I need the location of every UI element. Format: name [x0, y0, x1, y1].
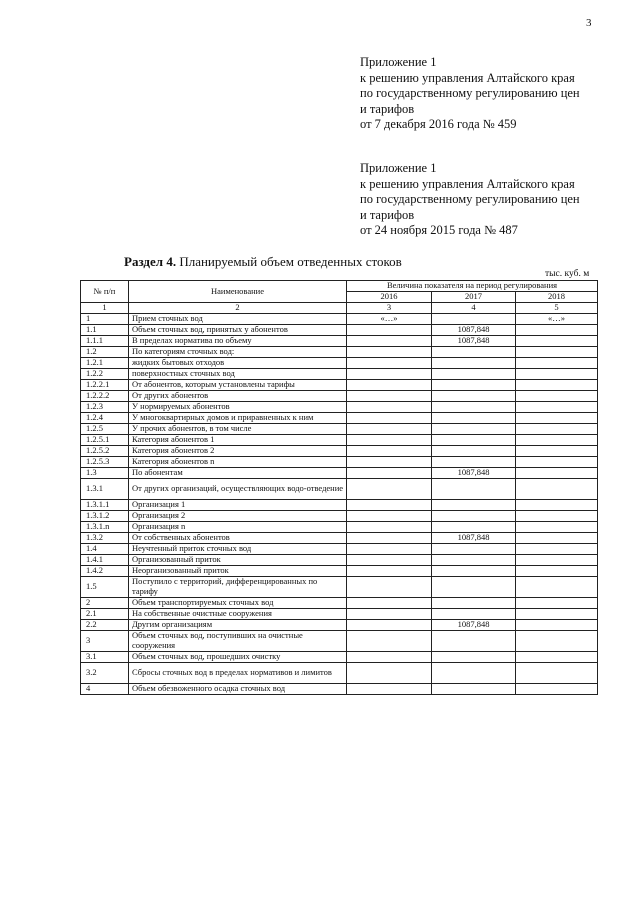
row-value-2017 [432, 401, 516, 412]
row-value-2018 [516, 412, 598, 423]
row-number-cell: 2 [81, 597, 129, 608]
row-value-2017 [432, 478, 516, 499]
row-value-2018 [516, 357, 598, 368]
row-name-cell: У прочих абонентов, в том числе [129, 423, 347, 434]
table-row [81, 521, 598, 532]
row-value-2016 [347, 445, 432, 456]
row-value-2018 [516, 456, 598, 467]
table-row [81, 467, 598, 478]
table-row [81, 597, 598, 608]
table-row [81, 335, 598, 346]
row-number-cell: 2.2 [81, 619, 129, 630]
header-year-2017: 2017 [432, 292, 516, 303]
row-value-2017 [432, 521, 516, 532]
row-name-cell: Сбросы сточных вод в пределах нормативов и лимитов [129, 662, 347, 683]
row-name-cell: Объем сточных вод, принятых у абонентов [129, 324, 347, 335]
row-value-2017 [432, 554, 516, 565]
row-name-cell: На собственные очистные сооружения [129, 608, 347, 619]
appendix-line: от 24 ноября 2015 года № 487 [360, 223, 518, 237]
row-value-2016 [347, 434, 432, 445]
row-value-2016 [347, 521, 432, 532]
table-row [81, 313, 598, 324]
row-value-2018 [516, 683, 598, 694]
row-name-cell: По категориям сточных вод: [129, 346, 347, 357]
row-number-cell: 1.2.2.1 [81, 379, 129, 390]
row-value-2018 [516, 651, 598, 662]
row-number-cell: 1.2.3 [81, 401, 129, 412]
table-row [81, 565, 598, 576]
row-value-2018 [516, 379, 598, 390]
row-value-2017: 1087,848 [432, 335, 516, 346]
row-value-2018 [516, 608, 598, 619]
row-value-2016 [347, 510, 432, 521]
row-value-2016: «…» [347, 313, 432, 324]
row-value-2016 [347, 662, 432, 683]
row-value-2016 [347, 478, 432, 499]
row-name-cell: жидких бытовых отходов [129, 357, 347, 368]
table-row [81, 379, 598, 390]
appendix-line: по государственному регулированию цен [360, 192, 580, 206]
row-value-2018 [516, 521, 598, 532]
row-name-cell: Организованный приток [129, 554, 347, 565]
table-row [81, 401, 598, 412]
row-value-2016 [347, 651, 432, 662]
column-number: 4 [432, 303, 516, 314]
row-number-cell: 1.3.1.2 [81, 510, 129, 521]
row-value-2016 [347, 619, 432, 630]
row-number-cell: 1.3.1.n [81, 521, 129, 532]
row-name-cell: Объем сточных вод, поступивших на очистные сооружения [129, 630, 347, 651]
row-name-cell: У многоквартирных домов и приравненных к ним [129, 412, 347, 423]
row-value-2018 [516, 346, 598, 357]
row-value-2016 [347, 576, 432, 597]
row-value-2017: 1087,848 [432, 619, 516, 630]
row-value-2016 [347, 324, 432, 335]
appendix-line: к решению управления Алтайского края [360, 70, 575, 85]
row-name-cell: Прием сточных вод [129, 313, 347, 324]
row-value-2017 [432, 313, 516, 324]
row-name-cell: Категория абонентов 1 [129, 434, 347, 445]
row-value-2017 [432, 346, 516, 357]
section-heading: Планируемый объем отведенных стоков [179, 254, 402, 269]
row-value-2016 [347, 499, 432, 510]
row-value-2018: «…» [516, 313, 598, 324]
row-value-2016 [347, 379, 432, 390]
row-name-cell: поверхностных сточных вод [129, 368, 347, 379]
row-value-2016 [347, 368, 432, 379]
row-value-2017 [432, 608, 516, 619]
column-number: 3 [347, 303, 432, 314]
table-row [81, 499, 598, 510]
table-row [81, 608, 598, 619]
row-value-2018 [516, 390, 598, 401]
row-number-cell: 1.4.2 [81, 565, 129, 576]
row-number-cell: 1.2.5.3 [81, 456, 129, 467]
row-value-2016 [347, 412, 432, 423]
row-value-2016 [347, 565, 432, 576]
row-value-2017 [432, 683, 516, 694]
row-value-2017 [432, 445, 516, 456]
row-value-2016 [347, 683, 432, 694]
row-value-2017 [432, 543, 516, 554]
row-name-cell: Объем обезвоженного осадка сточных вод [129, 683, 347, 694]
row-value-2017 [432, 379, 516, 390]
row-name-cell: У нормируемых абонентов [129, 401, 347, 412]
row-number-cell: 3.2 [81, 662, 129, 683]
appendix-line: Приложение 1 [360, 161, 437, 175]
row-value-2018 [516, 554, 598, 565]
row-name-cell: Объем транспортируемых сточных вод [129, 597, 347, 608]
row-value-2018 [516, 401, 598, 412]
table-row [81, 662, 598, 683]
row-number-cell: 1.2.5.2 [81, 445, 129, 456]
row-name-cell: От других организаций, осуществляющих водо-отведение [129, 478, 347, 499]
table-row [81, 619, 598, 630]
row-number-cell: 1.2.2 [81, 368, 129, 379]
row-value-2017: 1087,848 [432, 532, 516, 543]
row-value-2017 [432, 510, 516, 521]
row-value-2016 [347, 554, 432, 565]
row-number-cell: 1 [81, 313, 129, 324]
row-number-cell: 1.1.1 [81, 335, 129, 346]
table-row [81, 683, 598, 694]
row-value-2018 [516, 510, 598, 521]
table-row [81, 368, 598, 379]
header-name: Наименование [129, 281, 347, 303]
row-value-2017 [432, 357, 516, 368]
row-number-cell: 1.4 [81, 543, 129, 554]
table-row [81, 554, 598, 565]
table-row [81, 576, 598, 597]
header-num: № п/п [81, 281, 129, 303]
column-number: 5 [516, 303, 598, 314]
row-number-cell: 1.2.5 [81, 423, 129, 434]
row-name-cell: От абонентов, которым установлены тарифы [129, 379, 347, 390]
row-number-cell: 1.4.1 [81, 554, 129, 565]
volume-table [80, 280, 598, 695]
row-number-cell: 4 [81, 683, 129, 694]
row-value-2018 [516, 324, 598, 335]
appendix-line: Приложение 1 [360, 55, 437, 69]
row-number-cell: 2.1 [81, 608, 129, 619]
table-row [81, 423, 598, 434]
row-value-2018 [516, 467, 598, 478]
row-value-2018 [516, 434, 598, 445]
row-value-2017 [432, 412, 516, 423]
row-value-2017 [432, 368, 516, 379]
row-value-2018 [516, 543, 598, 554]
row-value-2016 [347, 597, 432, 608]
row-value-2016 [347, 467, 432, 478]
row-number-cell: 1.2.4 [81, 412, 129, 423]
row-value-2017 [432, 565, 516, 576]
table-row [81, 346, 598, 357]
row-number-cell: 1.3 [81, 467, 129, 478]
row-value-2016 [347, 532, 432, 543]
row-number-cell: 1.2.2.2 [81, 390, 129, 401]
table-row [81, 510, 598, 521]
row-value-2016 [347, 543, 432, 554]
row-value-2018 [516, 445, 598, 456]
row-value-2017 [432, 390, 516, 401]
row-value-2016 [347, 423, 432, 434]
row-name-cell: Поступило с территорий, дифференцированных по тарифу [129, 576, 347, 597]
table-row [81, 434, 598, 445]
row-name-cell: Организация n [129, 521, 347, 532]
row-name-cell: От собственных абонентов [129, 532, 347, 543]
row-name-cell: По абонентам [129, 467, 347, 478]
table-row [81, 412, 598, 423]
row-name-cell: В пределах норматива по объему [129, 335, 347, 346]
row-value-2018 [516, 565, 598, 576]
table-row [81, 324, 598, 335]
row-value-2016 [347, 456, 432, 467]
row-value-2018 [516, 335, 598, 346]
table-row [81, 445, 598, 456]
row-number-cell: 1.3.1 [81, 478, 129, 499]
row-value-2018 [516, 368, 598, 379]
table-row [81, 357, 598, 368]
row-value-2017 [432, 423, 516, 434]
table-row [81, 456, 598, 467]
header-year-2016: 2016 [347, 292, 432, 303]
row-value-2018 [516, 630, 598, 651]
row-value-2017: 1087,848 [432, 324, 516, 335]
row-value-2016 [347, 390, 432, 401]
table-row [81, 630, 598, 651]
row-value-2017 [432, 597, 516, 608]
row-value-2017 [432, 651, 516, 662]
row-value-2018 [516, 576, 598, 597]
row-value-2016 [347, 401, 432, 412]
row-name-cell: Категория абонентов 2 [129, 445, 347, 456]
section-title [124, 254, 402, 270]
row-name-cell: Организация 2 [129, 510, 347, 521]
table-row [81, 543, 598, 554]
row-value-2018 [516, 478, 598, 499]
row-number-cell: 3 [81, 630, 129, 651]
row-number-cell: 1.3.1.1 [81, 499, 129, 510]
row-name-cell: Организация 1 [129, 499, 347, 510]
row-value-2017 [432, 662, 516, 683]
header-year-2018: 2018 [516, 292, 598, 303]
units-label: тыс. куб. м [545, 269, 590, 279]
row-number-cell: 1.1 [81, 324, 129, 335]
row-value-2017 [432, 434, 516, 445]
row-name-cell: Другим организациям [129, 619, 347, 630]
row-value-2018 [516, 597, 598, 608]
row-number-cell: 3.1 [81, 651, 129, 662]
row-value-2018 [516, 619, 598, 630]
row-value-2016 [347, 335, 432, 346]
appendix-line: и тарифов [360, 101, 415, 116]
appendix-line: по государственному регулированию цен [360, 86, 580, 100]
row-value-2016 [347, 346, 432, 357]
row-value-2017 [432, 630, 516, 651]
row-value-2016 [347, 357, 432, 368]
appendix-block-2016 [360, 55, 580, 133]
header-period-group: Величина показателя на период регулирования [347, 281, 598, 292]
column-number: 2 [129, 303, 347, 314]
section-label: Раздел 4. [124, 254, 177, 269]
row-value-2017 [432, 456, 516, 467]
row-value-2017 [432, 576, 516, 597]
row-value-2016 [347, 608, 432, 619]
column-number: 1 [81, 303, 129, 314]
appendix-line: к решению управления Алтайского края [360, 176, 575, 191]
row-number-cell: 1.2 [81, 346, 129, 357]
row-value-2018 [516, 532, 598, 543]
table-row [81, 651, 598, 662]
row-number-cell: 1.3.2 [81, 532, 129, 543]
row-name-cell: Неорганизованный приток [129, 565, 347, 576]
appendix-line: от 7 декабря 2016 года № 459 [360, 117, 517, 131]
row-number-cell: 1.2.5.1 [81, 434, 129, 445]
row-name-cell: Неучтенный приток сточных вод [129, 543, 347, 554]
row-number-cell: 1.5 [81, 576, 129, 597]
row-number-cell: 1.2.1 [81, 357, 129, 368]
row-value-2017: 1087,848 [432, 467, 516, 478]
table-row [81, 390, 598, 401]
appendix-line: и тарифов [360, 207, 415, 222]
row-value-2018 [516, 423, 598, 434]
row-name-cell: От других абонентов [129, 390, 347, 401]
row-value-2018 [516, 499, 598, 510]
row-value-2017 [432, 499, 516, 510]
row-value-2016 [347, 630, 432, 651]
row-name-cell: Объем сточных вод, прошедших очистку [129, 651, 347, 662]
page-number: 3 [586, 17, 592, 29]
row-value-2018 [516, 662, 598, 683]
table-row [81, 532, 598, 543]
row-name-cell: Категория абонентов n [129, 456, 347, 467]
table-row [81, 478, 598, 499]
appendix-block-2015 [360, 161, 580, 239]
